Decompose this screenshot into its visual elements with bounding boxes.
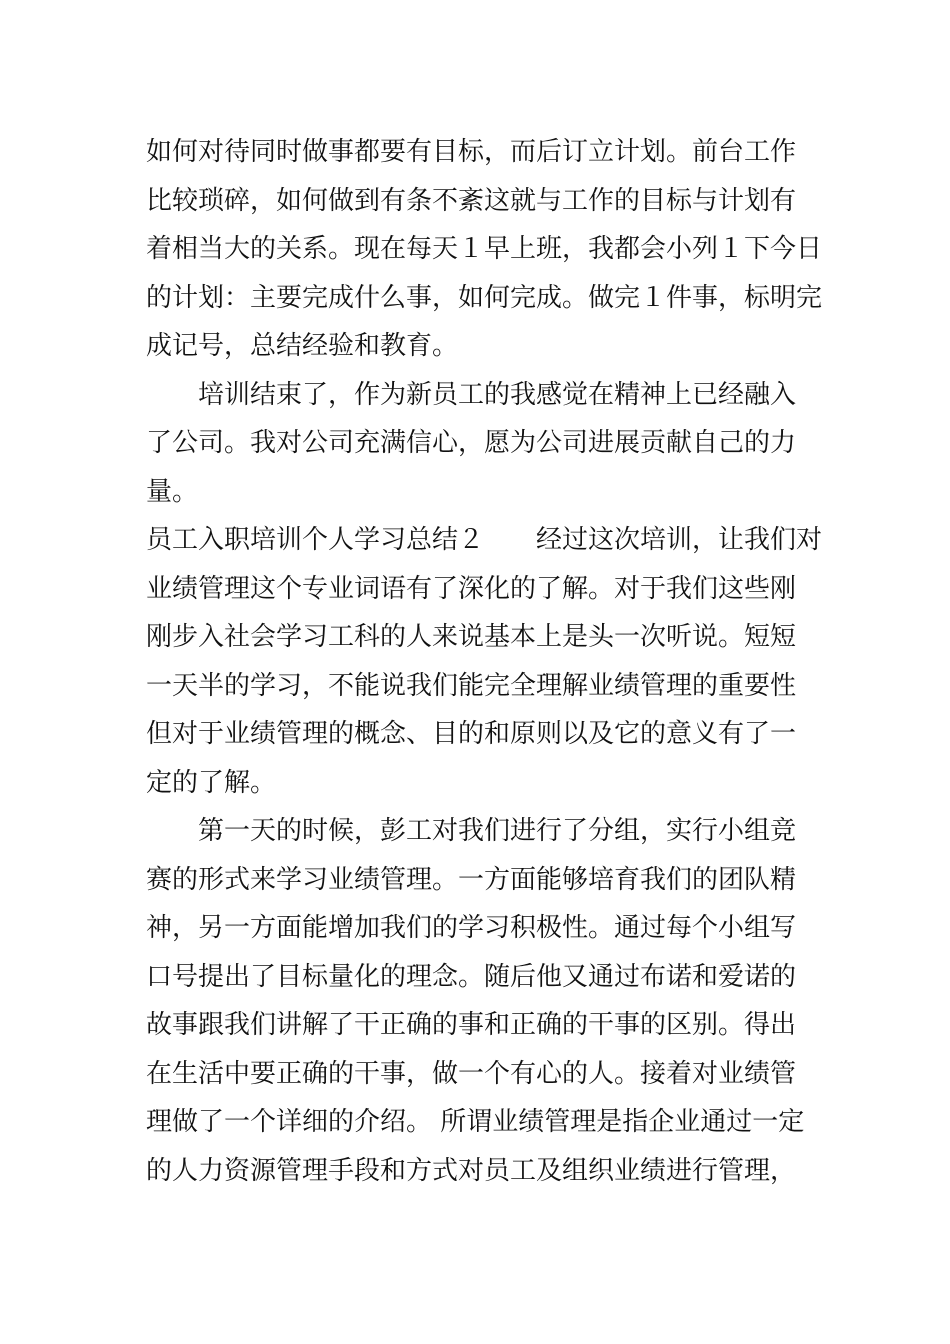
text-line: 但对于业绩管理的概念、目的和原则以及它的意义有了一 <box>146 719 797 749</box>
text-line: 的人力资源管理手段和方式对员工及组织业绩进行管理， <box>146 1155 797 1186</box>
text-line: 的计划：主要完成什么事，如何完成。做完１件事，标明完 <box>146 282 823 313</box>
text-line: 神，另一方面能增加我们的学习积极性。通过每个小组写 <box>146 913 797 943</box>
section-heading: 员工入职培训个人学习总结２ <box>146 525 485 555</box>
text-line: 在生活中要正确的干事，做一个有心的人。接着对业绩管 <box>146 1058 797 1089</box>
text-line: 着相当大的关系。现在每天１早上班，我都会小列１下今日 <box>146 234 823 264</box>
text-line: 比较琐碎，如何做到有条不紊这就与工作的目标与计划有 <box>146 185 797 216</box>
text-line: 培训结束了，作为新员工的我感觉在精神上已经融入 <box>198 379 797 410</box>
paragraph-first-day <box>146 807 806 1195</box>
text-line: 经过这次培训，让我们对 <box>536 525 823 555</box>
document-body <box>146 128 823 1195</box>
text-line: 一天半的学习，不能说我们能完全理解业绩管理的重要性 <box>146 670 797 701</box>
text-line: 定的了解。 <box>146 767 277 798</box>
text-line: 第一天的时候，彭工对我们进行了分组，实行小组竞 <box>198 816 797 846</box>
text-line: 故事跟我们讲解了干正确的事和正确的干事的区别。得出 <box>146 1010 797 1040</box>
text-line: 业绩管理这个专业词语有了深化的了解。对于我们这些刚 <box>146 573 797 604</box>
text-line: 刚步入社会学习工科的人来说基本上是头一次听说。短短 <box>146 622 797 652</box>
paragraph-training-end <box>146 371 806 517</box>
text-line: 口号提出了目标量化的理念。随后他又通过布诺和爱诺的 <box>146 961 797 992</box>
text-line: 赛的形式来学习业绩管理。一方面能够培育我们的团队精 <box>146 864 797 895</box>
text-line: 了公司。我对公司充满信心，愿为公司进展贡献自己的力 <box>146 428 797 458</box>
text-line: 量。 <box>146 476 199 507</box>
text-line: 如何对待同时做事都要有目标，而后订立计划。前台工作 <box>146 137 797 167</box>
text-line: 成记号，总结经验和教育。 <box>146 331 459 361</box>
section-heading-line <box>146 516 823 565</box>
section-summary-2 <box>146 516 823 807</box>
text-line: 理做了一个详细的介绍。 所谓业绩管理是指企业通过一定 <box>146 1107 805 1137</box>
paragraph-planning <box>146 128 823 371</box>
